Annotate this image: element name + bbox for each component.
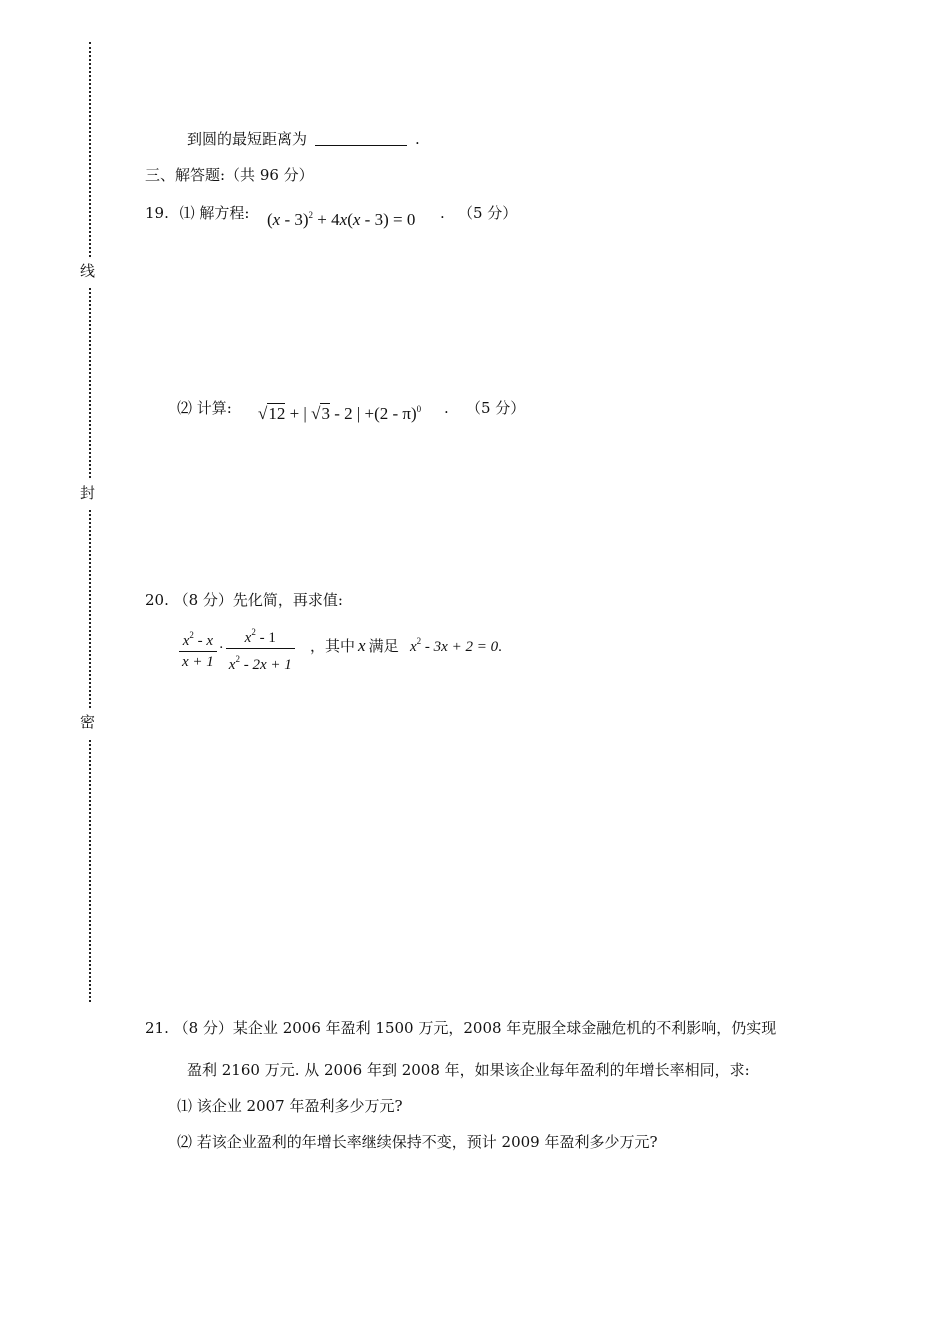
q19-part1: [145, 202, 249, 223]
q19-part2-label: ⑵ 计算:: [177, 399, 232, 417]
answer-blank[interactable]: [315, 145, 407, 146]
q19-part2-dot: .: [444, 399, 449, 417]
q20-condition-equation: $x^2 - 3x + 2 = 0$.: [410, 636, 502, 655]
q19-part1-dot: .: [440, 204, 445, 222]
q21-line-2: 盈利 2160 万元. 从 2006 年到 2008 年，如果该企业每年盈利的年增长率相同，求:: [187, 1061, 750, 1079]
binding-char-seal: 封: [80, 484, 96, 502]
binding-char-secret: 密: [80, 713, 96, 731]
q20-expression: [177, 622, 297, 675]
q21-part-2: ⑵ 若该企业盈利的年增长率继续保持不变，预计 2009 年盈利多少万元?: [177, 1133, 658, 1151]
q19-number: 19.: [145, 204, 169, 222]
q19-part2-score: （5 分）: [466, 399, 526, 417]
q20-times: ·: [218, 639, 224, 656]
q20-condition: ，其中 x 满足: [310, 636, 399, 655]
top-line-end: .: [415, 130, 420, 148]
q20-fraction-1: $\frac{x^2 - x}{x + 1}$: [179, 625, 217, 672]
sqrt-12: √12: [258, 404, 286, 423]
section-title: 三、解答题:（共 96 分）: [145, 166, 314, 184]
q19-part2-expression: √12 + | √3 - 2 | +(2 - π)$^0$: [258, 404, 422, 423]
binding-dotted-line-2: [89, 288, 91, 478]
q19-part1-label: ⑴ 解方程:: [179, 204, 250, 222]
q19-part1-equation: (x - 3)$^2$ + 4x(x - 3) = 0: [267, 210, 416, 229]
q20-header: 20. （8 分）先化简，再求值:: [145, 591, 343, 609]
q19-part1-score: （5 分）: [458, 204, 518, 222]
q21-part-1: ⑴ 该企业 2007 年盈利多少万元?: [177, 1097, 403, 1115]
q21-line-1: 21. （8 分）某企业 2006 年盈利 1500 万元，2008 年克服全球金融危机的不利影响，仍实现: [145, 1019, 777, 1037]
binding-dotted-line-4: [89, 740, 91, 1002]
top-line: [187, 128, 420, 149]
binding-dotted-line-3: [89, 510, 91, 708]
binding-dotted-line-1: [89, 42, 91, 257]
q20-fraction-2: $\frac{x^2 - 1}{x^2 - 2x + 1}$: [226, 622, 295, 675]
sqrt-3: √3: [311, 404, 330, 423]
binding-char-line: 线: [80, 262, 96, 280]
top-line-text: 到圆的最短距离为: [187, 130, 308, 148]
